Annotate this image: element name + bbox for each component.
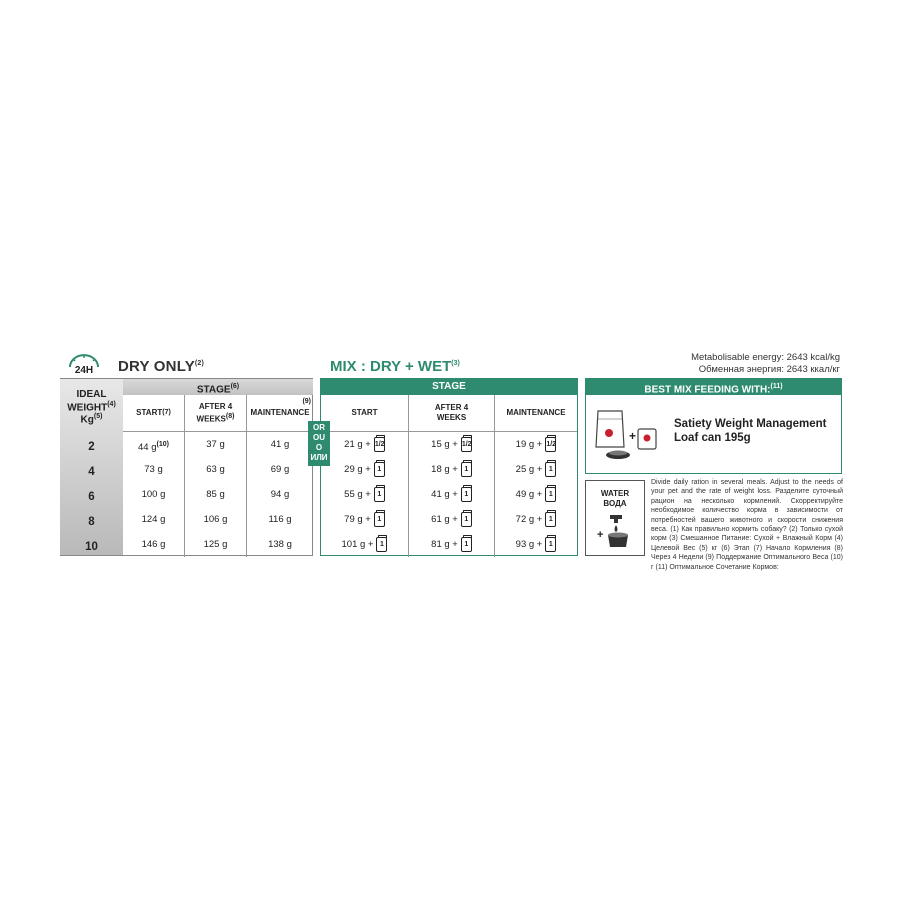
energy-en: Metabolisable energy: 2643 kcal/kg — [691, 352, 840, 363]
dry-cell: 94 g — [270, 489, 290, 500]
dry-cell: 63 g — [185, 457, 247, 482]
mix-cell — [495, 532, 577, 557]
can-icon: 1 — [461, 462, 472, 477]
can-icon: 1 — [545, 487, 556, 502]
svg-text:+: + — [629, 429, 637, 443]
energy-info — [691, 352, 840, 376]
mix-col-start: START — [321, 395, 409, 431]
mix-cell — [321, 432, 409, 457]
feeding-note: Divide daily ration in several meals. Adjust to the needs of your pet and the rate of weight loss. Разделите суточный рацион на несколько кормлений. Скорректируйте необходимое количество корма в зависимости от потребностей вашего животного и скорости снижения веса. (1) Как правильно кормить собаку? (2) Только сухой корм (3) Смешанное Питание: Сухой + Влажный Корм (4) Целевой Вес (5) кг (6) Этап (7) Начало Кормления (8) Через 4 Недели (9) Поддержание Оптимального Веса (10) г (11) Оптимальное Сочетание Кормов: — [651, 479, 843, 571]
best-mix-header: BEST MIX FEEDING WITH:$^{(11)}$ — [586, 379, 841, 395]
dry-cell: 106 g — [185, 507, 247, 532]
mix-dry-amount: 72 g + — [515, 514, 543, 525]
mix-cell — [495, 482, 577, 507]
product-bag-and-can-icon — [594, 407, 664, 472]
dry-col-after: AFTER 4 WEEKS(8) — [185, 395, 247, 431]
mix-dry-amount: 101 g + — [341, 539, 374, 550]
mix-cell — [409, 482, 495, 507]
svg-text:+: + — [597, 529, 604, 541]
mix-dry-amount: 41 g + — [431, 489, 458, 500]
can-icon: 1 — [376, 537, 387, 552]
dry-only-table — [123, 378, 313, 556]
mix-dry-amount: 93 g + — [515, 539, 543, 550]
dry-cell: 41 g — [270, 439, 290, 450]
or-en: OR — [313, 423, 325, 432]
dry-cell: 138 g — [268, 539, 292, 550]
dry-cell: 125 g — [185, 532, 247, 557]
mix-cell — [495, 457, 577, 482]
weight-value: 4 — [88, 466, 95, 478]
water-bowl-icon — [596, 513, 638, 556]
can-icon: 1 — [545, 462, 556, 477]
mix-col-after: AFTER 4 WEEKS — [409, 395, 495, 431]
mix-cell — [409, 432, 495, 457]
product-name: Satiety Weight Management Loaf can 195g — [674, 418, 827, 444]
dry-cell: 124 g — [123, 507, 185, 532]
weight-value: 8 — [88, 516, 95, 528]
mix-title: MIX : DRY + $WET^{(3)}$ — [330, 358, 460, 375]
dry-cell: 85 g — [185, 482, 247, 507]
mix-cell — [321, 482, 409, 507]
mix-col-maintenance: MAINTENANCE — [506, 408, 566, 417]
mix-dry-amount: 61 g + — [431, 514, 458, 525]
dry-cell: 73 g — [123, 457, 185, 482]
can-icon: 1 — [374, 462, 385, 477]
can-icon: 1/2 — [374, 437, 385, 452]
dry-cell: 37 g — [185, 432, 247, 457]
mix-dry-amount: 25 g + — [515, 464, 543, 475]
or-badge — [308, 421, 330, 466]
can-icon: 1 — [461, 537, 472, 552]
mix-cell — [495, 432, 577, 457]
dry-cell: 116 g — [268, 514, 292, 525]
can-icon: 1 — [461, 512, 472, 527]
or-fr: OU — [313, 433, 325, 442]
dry-only-title: DRY ONLY$^{(2)}$ — [118, 358, 205, 375]
mix-cell — [321, 532, 409, 557]
weight-header-line3: Kg$^{(5)}$ — [80, 413, 103, 426]
best-mix-box — [585, 378, 842, 474]
weight-value: 6 — [88, 491, 95, 503]
mix-cell — [321, 507, 409, 532]
can-icon: 1 — [461, 487, 472, 502]
weight-value: 10 — [85, 541, 98, 553]
mix-cell — [321, 457, 409, 482]
ideal-weight-column — [60, 378, 123, 556]
dry-cell: 44 $g^{(10)}$ — [123, 432, 185, 457]
dry-col-maintenance: MAINTENANCE (9) — [250, 398, 311, 417]
clock-24h-icon — [64, 353, 104, 377]
mix-cell — [409, 457, 495, 482]
mix-cell — [409, 507, 495, 532]
weight-header-line1: IDEAL — [76, 389, 107, 400]
mix-dry-amount: 81 g + — [431, 539, 458, 550]
dry-col-start: START (7) — [123, 395, 185, 431]
mix-dry-amount: 29 g + — [344, 464, 371, 475]
clock-label: 24H — [74, 365, 94, 376]
mix-stage-header: STAGE — [321, 379, 577, 395]
can-icon: 1 — [374, 512, 385, 527]
dry-stage-header: STAGE$^{(6)}$ — [123, 379, 313, 395]
mix-dry-amount: 55 g + — [344, 489, 371, 500]
mix-dry-amount: 49 g + — [515, 489, 543, 500]
can-icon: 1 — [545, 537, 556, 552]
mix-table — [320, 378, 578, 556]
can-icon: 1 — [374, 487, 385, 502]
water-box — [585, 480, 645, 556]
mix-dry-amount: 19 g + — [515, 439, 543, 450]
dry-cell: 100 g — [123, 482, 185, 507]
mix-cell — [495, 507, 577, 532]
or-ru: ИЛИ — [310, 453, 328, 462]
mix-dry-amount: 21 g + — [344, 439, 371, 450]
energy-ru: Обменная энергия: 2643 ккал/кг — [698, 364, 840, 375]
can-icon: 1/2 — [545, 437, 556, 452]
mix-cell — [409, 532, 495, 557]
weight-header-line2: WEIGHT$^{(4)}$ — [67, 401, 116, 414]
mix-dry-amount: 79 g + — [344, 514, 371, 525]
mix-dry-amount: 15 g + — [431, 439, 458, 450]
can-icon: 1 — [545, 512, 556, 527]
weight-value: 2 — [88, 441, 95, 453]
mix-dry-amount: 18 g + — [431, 464, 458, 475]
or-pt: O — [315, 443, 323, 452]
water-label: WATER ВОДА — [600, 489, 630, 508]
dry-cell: 69 g — [270, 464, 290, 475]
can-icon: 1/2 — [461, 437, 472, 452]
dry-cell: 146 g — [123, 532, 185, 557]
